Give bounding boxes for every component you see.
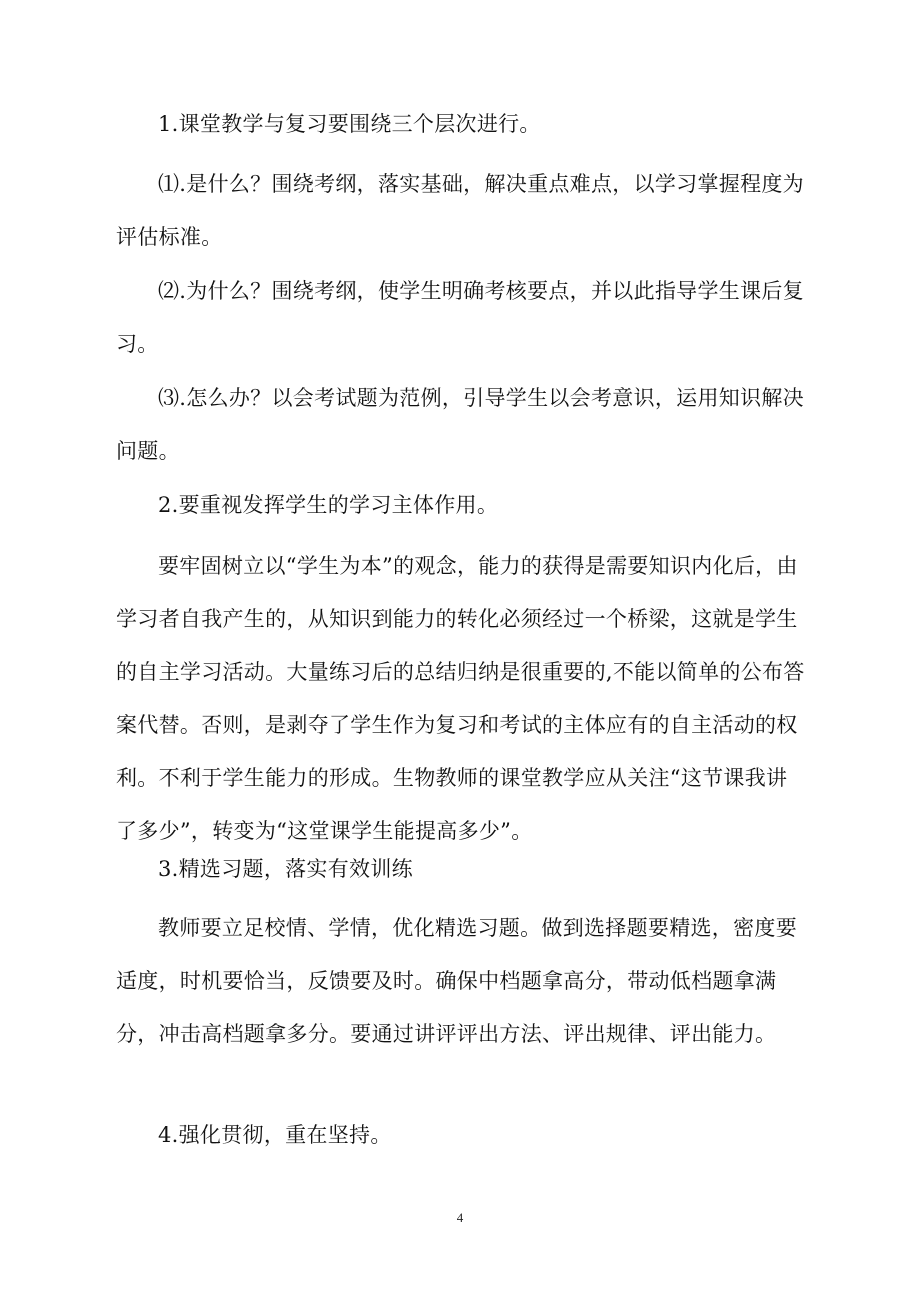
paragraph-heading-4: 4.强化贯彻，重在坚持。 <box>158 1123 392 1147</box>
paragraph-item-1: ⑴.是什么？围绕考纲，落实基础，解决重点难点，以学习掌握程度为评估标准。 <box>116 172 804 249</box>
paragraph-body-2: 要牢固树立以“学生为本”的观念，能力的获得是需要知识内化后，由学习者自我产生的，从知识到能力的转化必须经过一个桥梁，这就是学生的自主学习活动。大量练习后的总结归纳是很重要的,不能以简单的公布答案代替。否则，是剥夺了学生作为复习和考试的主体应有的自主活动的权利。不利于学生能力的形成。生物教师的课堂教学应从关注“这节课我讲了多少”，转变为“这堂课学生能提高多少”。 <box>116 554 805 843</box>
paragraph-item-2: ⑵.为什么？围绕考纲，使学生明确考核要点，并以此指导学生课后复习。 <box>116 279 804 356</box>
page-number: 4 <box>456 1210 464 1225</box>
paragraph-heading-2: 2.要重视发挥学生的学习主体作用。 <box>158 493 499 517</box>
paragraph-heading-3: 3.精选习题，落实有效训练 <box>158 857 413 881</box>
paragraph-body-3: 教师要立足校情、学情，优化精选习题。做到选择题要精选，密度要适度，时机要恰当，反馈要及时。确保中档题拿高分，带动低档题拿满分，冲击高档题拿多分。要通过讲评评出方法、评出规律、评出能力。 <box>116 916 797 1046</box>
paragraph-heading-1: 1.课堂教学与复习要围绕三个层次进行。 <box>158 112 541 136</box>
paragraph-item-3: ⑶.怎么办？以会考试题为范例，引导学生以会考意识，运用知识解决问题。 <box>116 386 804 463</box>
